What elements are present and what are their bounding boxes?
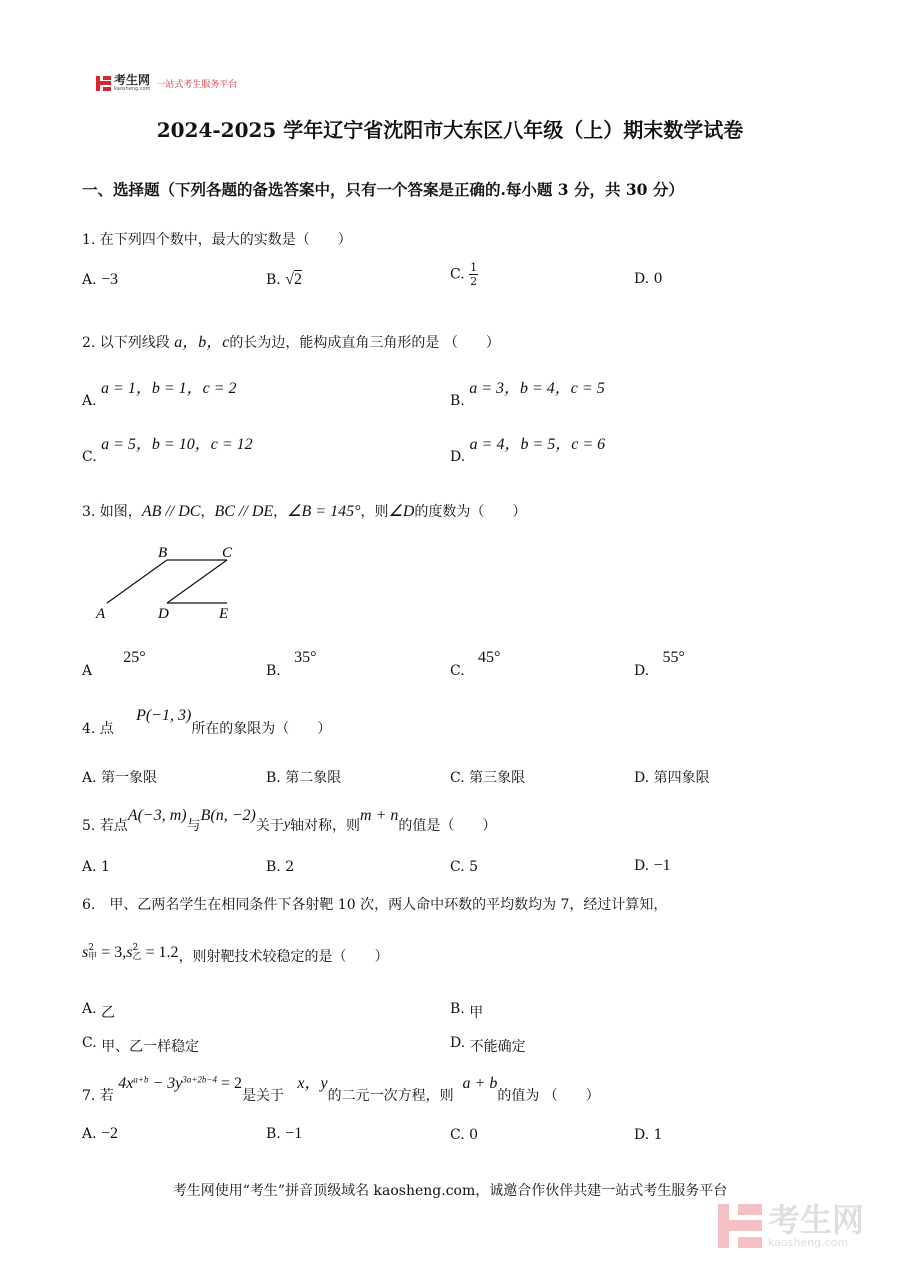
label-e: E [219, 606, 229, 622]
question-6-stem: 6. 甲、乙两名学生在相同条件下各射靶 10 次，两人命中环数的平均数均为 7，经过计算知， [82, 897, 668, 913]
section-title: 一、选择题（下列各题的备选答案中，只有一个答案是正确的.每小题 3 分，共 30 分） [82, 180, 684, 199]
brand-slogan: 一站式考生服务平台 [156, 79, 238, 90]
q6-option-b: B. 甲 [450, 1001, 484, 1021]
q5-option-d: D. −1 [634, 857, 671, 874]
label-a: A [96, 606, 106, 622]
q7-option-a: A. −2 [82, 1125, 119, 1142]
q1-option-a: A. −3 [82, 271, 119, 288]
q4-option-c: C. 第三象限 [450, 770, 526, 786]
page-footer: 考生网使用“考生”拼音顶级域名 kaosheng.com，诚邀合作伙伴共建一站式考生服务平台 [172, 1183, 728, 1199]
watermark-url: kaosheng.com [768, 1236, 849, 1249]
question-7-stem: 7. 若 $4x^{a+b} - 3y^{3a+2b-4} = 2$是关于 x，y的二元一次方程，则 a + b的值为 （ ） [82, 1074, 600, 1104]
q6-option-c: C. 甲、乙一样稳定 [82, 1035, 200, 1055]
q5-option-c: C. 5 [450, 859, 479, 875]
page-title: 2024-2025 学年辽宁省沈阳市大东区八年级（上）期末数学试卷 [156, 118, 744, 142]
q3-option-a: A 25° [82, 649, 146, 679]
question-4-stem: 4. 点 P(−1, 3)所在的象限为（ ） [82, 707, 332, 737]
q4-option-b: B. 第二象限 [266, 770, 342, 786]
q2-option-b: B. a = 3，b = 4，c = 5 [450, 380, 605, 409]
q2-option-d: D. a = 4，b = 5，c = 6 [450, 436, 606, 465]
kaosheng-logo-icon [718, 1204, 762, 1248]
q1-option-d: D. 0 [634, 271, 663, 287]
brand-header [96, 73, 237, 93]
q7-option-b: B. −1 [266, 1125, 303, 1142]
q4-option-a: A. 第一象限 [82, 770, 158, 786]
fraction: $\frac{1}{2}$ [470, 261, 478, 288]
q6-option-d: D. 不能确定 [450, 1035, 526, 1055]
brand-url: kaosheng.com [114, 85, 151, 92]
parallel-lines-figure [90, 540, 250, 625]
q1-option-c: C. $\frac{1}{2}$ [450, 261, 478, 288]
q5-option-a: A. 1 [82, 859, 110, 875]
question-1-stem: 1. 在下列四个数中，最大的实数是（ ） [82, 232, 352, 248]
question-2-stem: 2. 以下列线段 a，b，c的长为边，能构成直角三角形的是 （ ） [82, 334, 500, 351]
q3-option-d: D. 55° [634, 649, 685, 679]
q5-option-b: B. 2 [266, 859, 295, 875]
watermark [718, 1203, 864, 1249]
q3-option-b: B. 35° [266, 649, 317, 679]
question-3-stem: 3. 如图，AB // DC，BC // DE，∠B = 145°，则∠D的度数为（ ） [82, 503, 527, 520]
question-6-variances: s 2 甲 = 3,s 2 乙 = 1.2，则射靶技术较稳定的是（ ） [82, 943, 389, 965]
q7-option-d: D. 1 [634, 1127, 663, 1143]
q7-option-c: C. 0 [450, 1127, 479, 1143]
label-b: B [158, 545, 168, 561]
sqrt-icon: √ [285, 271, 294, 288]
q2-option-c: C. a = 5，b = 10，c = 12 [82, 436, 253, 465]
q1-option-b: B. √2 [266, 271, 302, 288]
label-c: C [222, 545, 233, 561]
question-5-stem: 5. 若点A(−3, m)与B(n, −2)关于y轴对称，则m + n的值是（ ） [82, 807, 497, 834]
q3-option-c: C. 45° [450, 649, 501, 679]
kaosheng-logo-icon [96, 76, 111, 91]
brand-name: 考生网 [114, 72, 151, 87]
q6-option-a: A. 乙 [82, 1001, 116, 1021]
watermark-name: 考生网 [768, 1201, 865, 1239]
q2-option-a: A. a = 1，b = 1，c = 2 [82, 380, 237, 409]
q4-option-d: D. 第四象限 [634, 770, 710, 786]
label-d: D [158, 606, 169, 622]
